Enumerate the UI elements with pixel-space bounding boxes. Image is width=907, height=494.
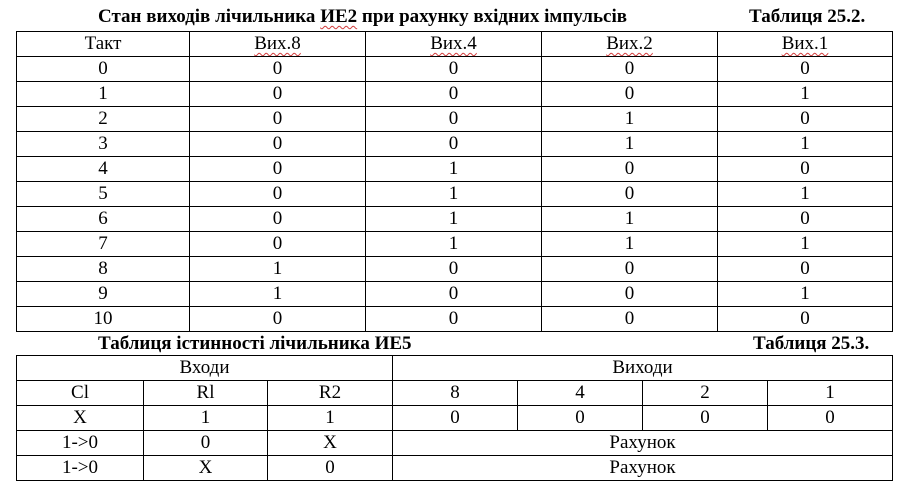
header-cell-q8: 8 <box>393 381 518 406</box>
table1-title-code: ИЕ2 <box>320 6 358 27</box>
table-cell: 1 <box>190 282 366 307</box>
table-cell: 7 <box>17 232 190 257</box>
table-cell: X <box>268 431 393 456</box>
table-row <box>17 207 893 232</box>
table-cell: 0 <box>366 82 542 107</box>
table-cell: 0 <box>190 82 366 107</box>
table-cell: 0 <box>366 132 542 157</box>
table-cell: 1 <box>542 232 718 257</box>
table-cell: 0 <box>643 406 768 431</box>
table-cell: 0 <box>542 282 718 307</box>
header-cell-out1: Вих.1 <box>718 32 893 57</box>
header-cell-q4: 4 <box>518 381 643 406</box>
inputs-group-header: Входи <box>17 356 393 381</box>
table-row <box>17 182 893 207</box>
table-cell: 0 <box>268 456 393 481</box>
table-row <box>17 157 893 182</box>
outputs-group-header: Виходи <box>393 356 893 381</box>
header-cell-out8: Вих.8 <box>190 32 366 57</box>
table-cell: 1 <box>190 257 366 282</box>
table-cell: 1 <box>17 82 190 107</box>
table-cell: 0 <box>718 57 893 82</box>
table-row <box>17 132 893 157</box>
header-cell-out2: Вих.2 <box>542 32 718 57</box>
header-cell-q2: 2 <box>643 381 768 406</box>
table-cell: 1 <box>718 282 893 307</box>
table-cell: 0 <box>542 182 718 207</box>
table-cell: 0 <box>393 406 518 431</box>
table-cell: 0 <box>366 307 542 332</box>
table-cell-mode: Рахунок <box>393 456 893 481</box>
table-cell: 0 <box>190 307 366 332</box>
table2-title-code: ИЕ5 <box>374 333 412 354</box>
table-cell: 1 <box>542 107 718 132</box>
header-cell-tact: Такт <box>17 32 190 57</box>
header-cell-r2: R2 <box>268 381 393 406</box>
table-cell: 6 <box>17 207 190 232</box>
table-cell: 9 <box>17 282 190 307</box>
table-cell: 0 <box>542 307 718 332</box>
table1-title <box>98 6 627 28</box>
table-cell: 0 <box>190 182 366 207</box>
table-row-reset <box>17 406 893 431</box>
table1-title-suffix: при рахунку вхідних імпульсів <box>357 6 627 27</box>
table-cell: 0 <box>718 157 893 182</box>
table-row <box>17 82 893 107</box>
table-cell: 1 <box>718 82 893 107</box>
table-row <box>17 307 893 332</box>
table-cell: 1 <box>542 207 718 232</box>
table-cell: 0 <box>718 307 893 332</box>
table-cell: 8 <box>17 257 190 282</box>
table-cell: 0 <box>542 157 718 182</box>
header-cell-r1: Rl <box>144 381 268 406</box>
table-cell: 0 <box>542 257 718 282</box>
table-cell: 1 <box>718 132 893 157</box>
table-cell: 5 <box>17 182 190 207</box>
table-cell: 1 <box>268 406 393 431</box>
table-row-count <box>17 431 893 456</box>
group-header-row <box>17 356 893 381</box>
table-cell: 0 <box>17 57 190 82</box>
table-cell: 0 <box>366 257 542 282</box>
table-cell: 0 <box>518 406 643 431</box>
table-cell: 1 <box>366 157 542 182</box>
table-cell: 1->0 <box>17 431 144 456</box>
table-header-row <box>17 381 893 406</box>
table-row <box>17 257 893 282</box>
table-cell: 1 <box>718 232 893 257</box>
table-cell: 1 <box>366 182 542 207</box>
table-cell: 0 <box>366 282 542 307</box>
table-cell: X <box>144 456 268 481</box>
table-cell: X <box>17 406 144 431</box>
header-cell-out4: Вих.4 <box>366 32 542 57</box>
table-cell: 0 <box>542 82 718 107</box>
table-cell: 4 <box>17 157 190 182</box>
table-cell: 0 <box>190 232 366 257</box>
table2-number: Таблиця 25.3. <box>753 333 870 354</box>
table-cell: 0 <box>190 207 366 232</box>
table-row <box>17 57 893 82</box>
table-header-row <box>17 32 893 57</box>
counter-states-table-body <box>17 32 893 332</box>
table-cell: 0 <box>190 132 366 157</box>
table-cell: 0 <box>542 57 718 82</box>
table-cell: 0 <box>144 431 268 456</box>
table-row-count <box>17 456 893 481</box>
table-row <box>17 232 893 257</box>
table1-number: Таблиця 25.2. <box>749 6 866 27</box>
table-cell: 0 <box>768 406 893 431</box>
table-cell: 0 <box>190 107 366 132</box>
header-cell-cl: Cl <box>17 381 144 406</box>
table-cell: 0 <box>190 157 366 182</box>
table-cell: 1 <box>144 406 268 431</box>
table-row <box>17 282 893 307</box>
table-cell: 0 <box>718 257 893 282</box>
truth-table-body <box>17 356 893 481</box>
table-cell: 0 <box>718 107 893 132</box>
table1-title-prefix: Стан виходів лічильника <box>98 6 321 27</box>
table-cell: 0 <box>718 207 893 232</box>
table-row <box>17 107 893 132</box>
table-cell: 1->0 <box>17 456 144 481</box>
table-cell: 0 <box>366 57 542 82</box>
table-cell: 1 <box>366 232 542 257</box>
table-cell: 1 <box>718 182 893 207</box>
truth-table <box>16 355 893 481</box>
table-cell: 2 <box>17 107 190 132</box>
table-cell: 0 <box>366 107 542 132</box>
table-cell: 0 <box>190 57 366 82</box>
table2-title-prefix: Таблиця істинності лічильника <box>98 333 375 354</box>
header-cell-q1: 1 <box>768 381 893 406</box>
table-cell: 10 <box>17 307 190 332</box>
table-cell: 3 <box>17 132 190 157</box>
table2-title <box>98 333 412 355</box>
table-cell-mode: Рахунок <box>393 431 893 456</box>
table-cell: 1 <box>366 207 542 232</box>
table-cell: 1 <box>542 132 718 157</box>
counter-states-table <box>16 31 893 332</box>
